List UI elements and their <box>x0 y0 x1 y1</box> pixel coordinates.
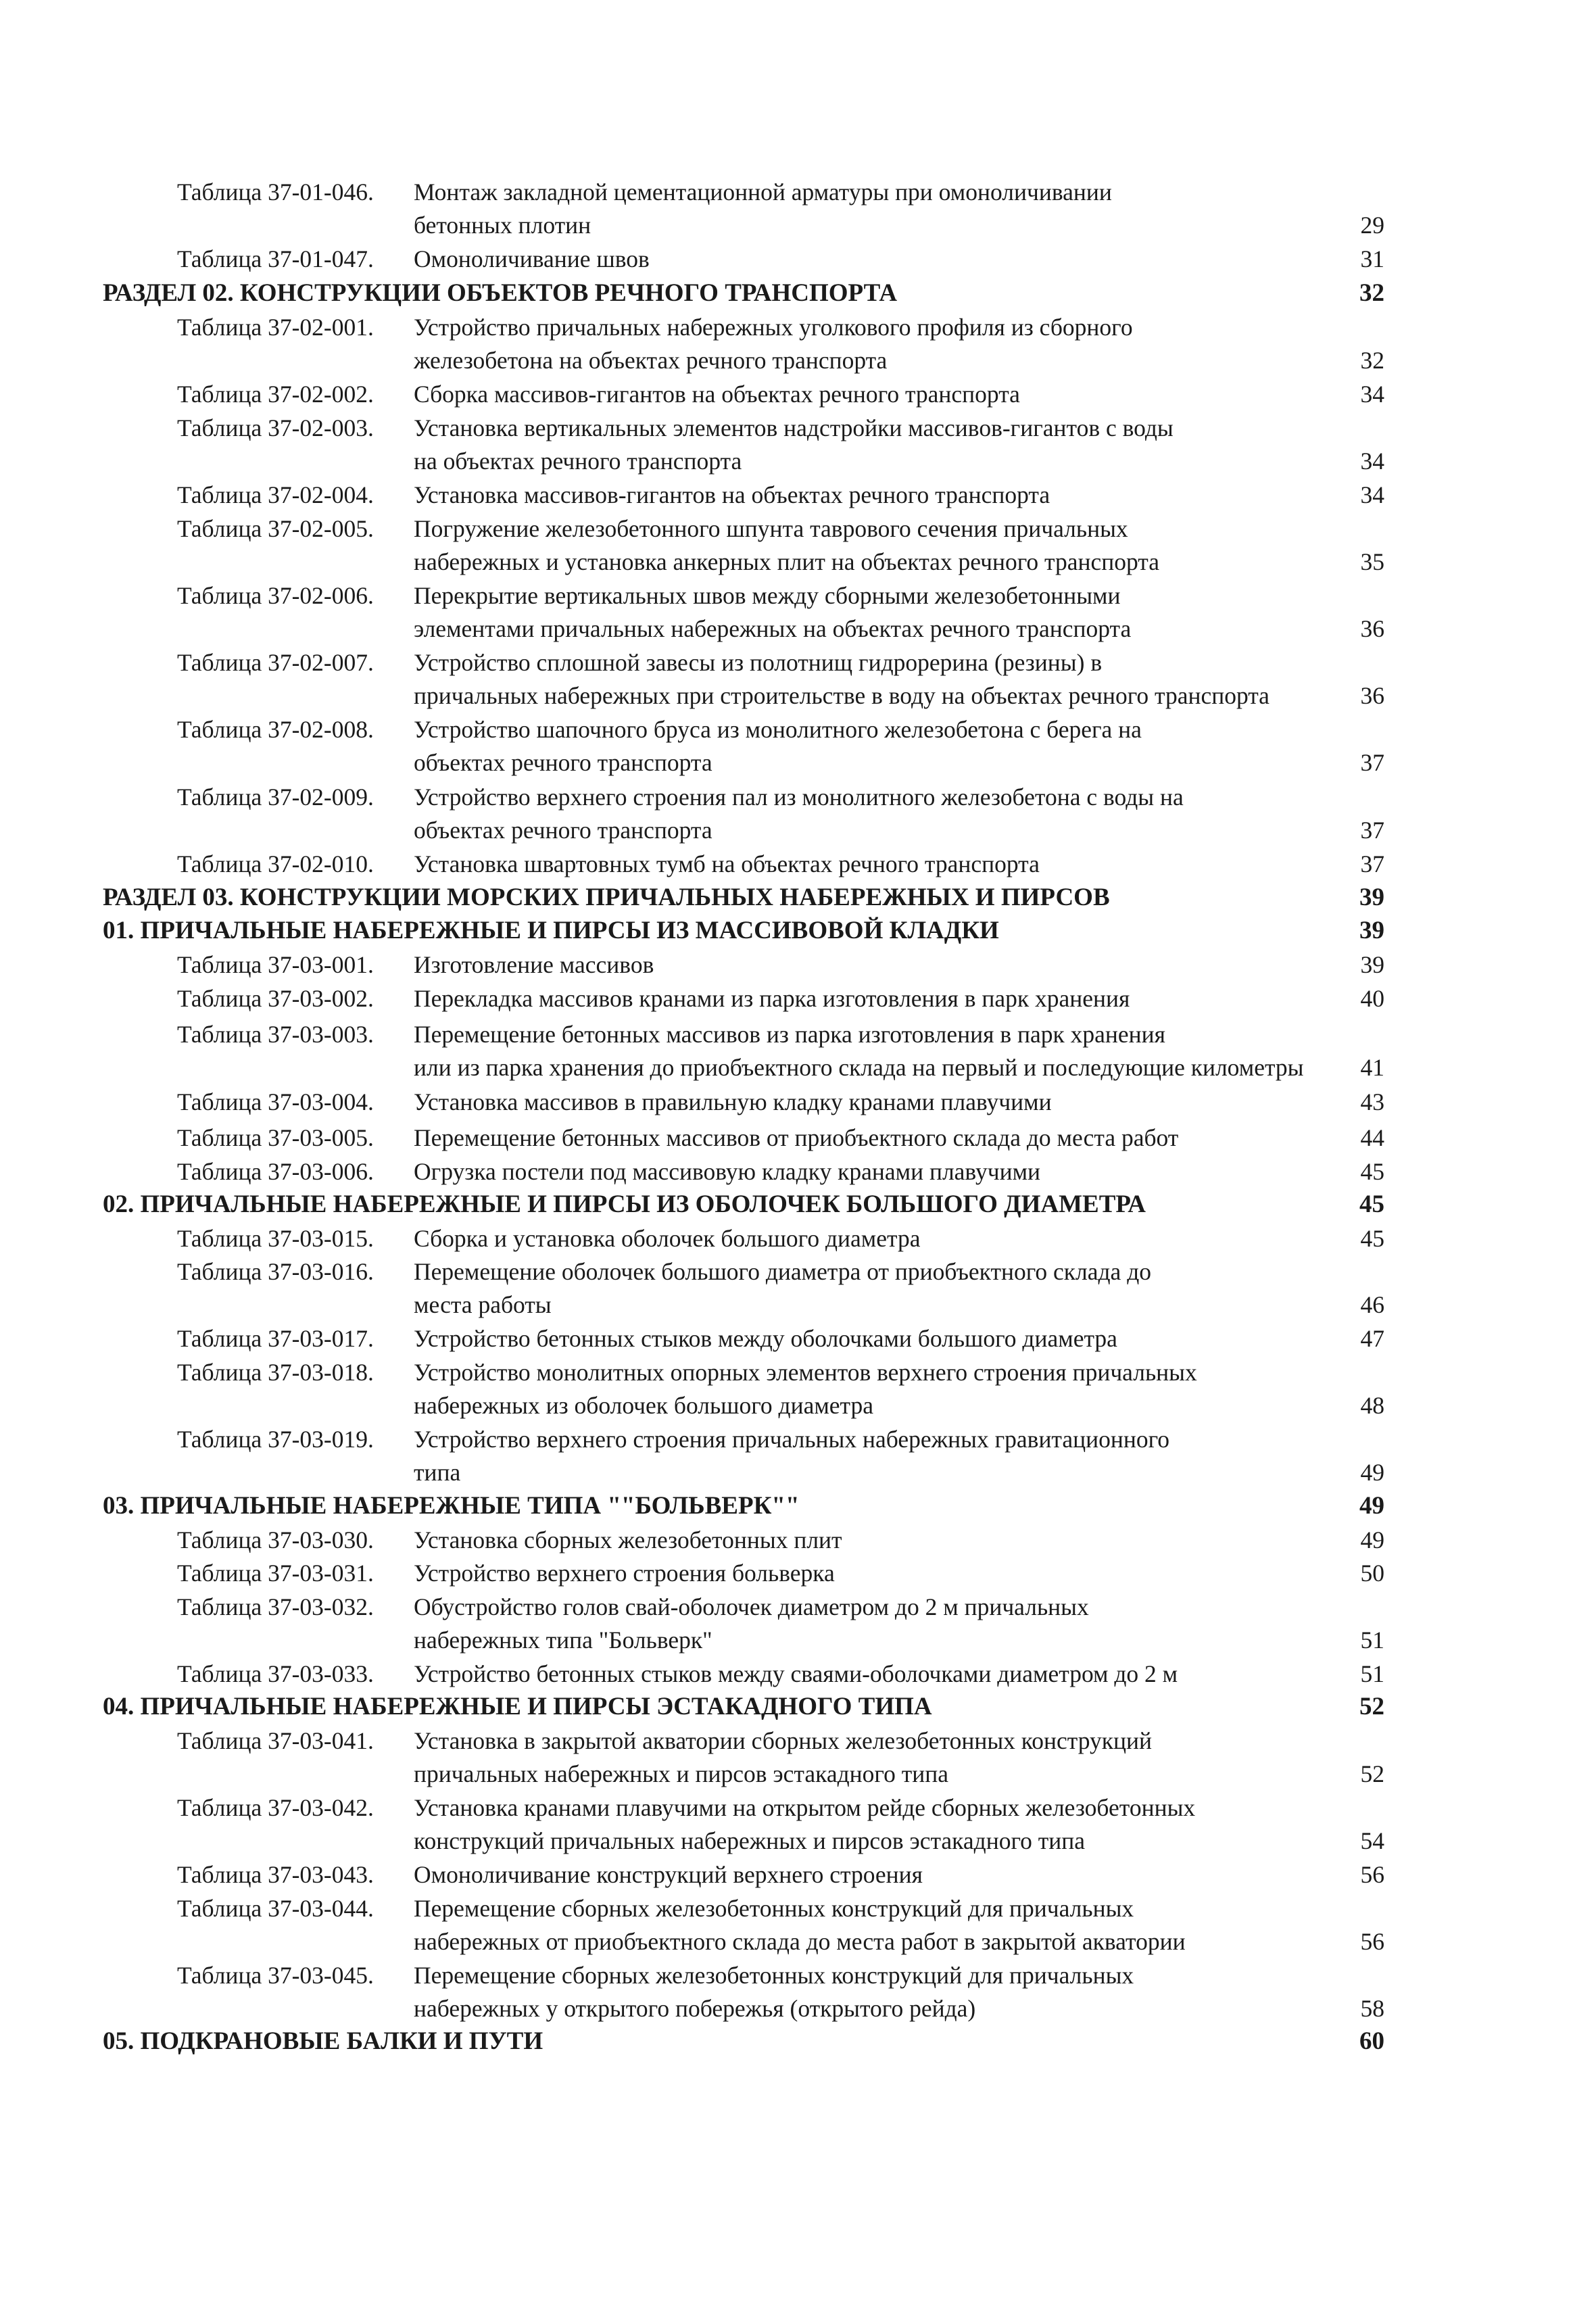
table-code: Таблица 37-03-044. <box>177 1895 374 1922</box>
page-number: 49 <box>1359 1492 1384 1520</box>
page-number: 43 <box>1360 1088 1384 1115</box>
table-title: набережных типа "Больверк" <box>414 1626 712 1654</box>
table-title: Устройство шапочного бруса из монолитного железобетона с берега на <box>414 716 1142 743</box>
table-title: Устройство бетонных стыков между оболочками большого диаметра <box>414 1325 1117 1352</box>
section-title: РАЗДЕЛ 03. КОНСТРУКЦИИ МОРСКИХ ПРИЧАЛЬНЫХ НАБЕРЕЖНЫХ И ПИРСОВ <box>103 884 1110 911</box>
table-title: Установка в закрытой акватории сборных железобетонных конструкций <box>414 1727 1152 1754</box>
table-title: Устройство сплошной завесы из полотнищ гидрорерина (резины) в <box>414 649 1103 676</box>
table-code: Таблица 37-03-015. <box>177 1225 374 1252</box>
page-number: 45 <box>1359 1190 1384 1218</box>
page-number: 50 <box>1360 1560 1384 1587</box>
page-number: 47 <box>1360 1325 1384 1352</box>
table-title: Изготовление массивов <box>414 951 654 978</box>
table-code: Таблица 37-03-001. <box>177 951 374 978</box>
table-title: места работы <box>414 1291 552 1318</box>
page-number: 39 <box>1360 951 1384 978</box>
table-code: Таблица 37-03-005. <box>177 1124 374 1151</box>
page-number: 39 <box>1359 917 1384 944</box>
table-title: Устройство верхнего строения больверка <box>414 1560 835 1587</box>
table-code: Таблица 37-02-006. <box>177 582 374 609</box>
table-code: Таблица 37-03-043. <box>177 1861 374 1888</box>
table-code: Таблица 37-03-033. <box>177 1660 374 1687</box>
table-title: Установка массивов в правильную кладку кранами плавучими <box>414 1088 1052 1115</box>
page-number: 51 <box>1360 1660 1384 1687</box>
table-title: или из парка хранения до приобъектного склада на первый и последующие километры <box>414 1054 1304 1081</box>
page-number: 29 <box>1360 212 1384 239</box>
table-title: Устройство верхнего строения причальных набережных гравитационного <box>414 1426 1170 1453</box>
table-code: Таблица 37-03-045. <box>177 1962 374 1989</box>
table-title: Перемещение сборных железобетонных конструкций для причальных <box>414 1895 1134 1922</box>
page-number: 52 <box>1359 1693 1384 1720</box>
table-code: Таблица 37-03-032. <box>177 1593 374 1620</box>
table-title: Перемещение бетонных массивов из парка изготовления в парк хранения <box>414 1021 1165 1048</box>
page-number: 36 <box>1360 682 1384 709</box>
table-code: Таблица 37-01-047. <box>177 245 374 272</box>
table-title: Перемещение бетонных массивов от приобъектного склада до места работ <box>414 1124 1179 1151</box>
table-code: Таблица 37-02-003. <box>177 414 374 441</box>
section-title: 02. ПРИЧАЛЬНЫЕ НАБЕРЕЖНЫЕ И ПИРСЫ ИЗ ОБОЛОЧЕК БОЛЬШОГО ДИАМЕТРА <box>103 1190 1146 1218</box>
table-title: объектах речного транспорта <box>414 749 712 776</box>
table-title: Устройство монолитных опорных элементов верхнего строения причальных <box>414 1359 1197 1386</box>
page-number: 36 <box>1360 615 1384 642</box>
page-number: 37 <box>1360 817 1384 844</box>
page-number: 35 <box>1360 548 1384 575</box>
table-code: Таблица 37-03-042. <box>177 1794 374 1821</box>
table-title: набережных и установка анкерных плит на объектах речного транспорта <box>414 548 1159 575</box>
page-number: 60 <box>1359 2027 1384 2055</box>
table-code: Таблица 37-02-004. <box>177 481 374 508</box>
page-number: 34 <box>1360 448 1384 475</box>
table-title: Сборка и установка оболочек большого диаметра <box>414 1225 921 1252</box>
table-code: Таблица 37-02-008. <box>177 716 374 743</box>
page-number: 34 <box>1360 481 1384 508</box>
table-code: Таблица 37-03-002. <box>177 985 374 1012</box>
table-title: железобетона на объектах речного транспорта <box>414 347 888 374</box>
page-number: 58 <box>1360 1995 1384 2022</box>
page-number: 37 <box>1360 749 1384 776</box>
table-title: конструкций причальных набережных и пирсов эстакадного типа <box>414 1827 1086 1854</box>
table-title: типа <box>414 1459 461 1486</box>
table-code: Таблица 37-02-007. <box>177 649 374 676</box>
table-title: набережных у открытого побережья (открытого рейда) <box>414 1995 976 2022</box>
table-title: причальных набережных и пирсов эстакадного типа <box>414 1760 948 1787</box>
page-number: 45 <box>1360 1225 1384 1252</box>
section-title: 05. ПОДКРАНОВЫЕ БАЛКИ И ПУТИ <box>103 2027 543 2055</box>
table-title: причальных набережных при строительстве в воду на объектах речного транспорта <box>414 682 1269 709</box>
table-title: Огрузка постели под массивовую кладку кранами плавучими <box>414 1158 1041 1185</box>
page-number: 45 <box>1360 1158 1384 1185</box>
page-number: 51 <box>1360 1626 1384 1654</box>
table-code: Таблица 37-02-009. <box>177 783 374 811</box>
page-number: 41 <box>1360 1054 1384 1081</box>
table-code: Таблица 37-03-006. <box>177 1158 374 1185</box>
table-title: Устройство причальных набережных уголкового профиля из сборного <box>414 314 1133 341</box>
table-code: Таблица 37-03-018. <box>177 1359 374 1386</box>
table-title: Устройство бетонных стыков между сваями-оболочками диаметром до 2 м <box>414 1660 1178 1687</box>
table-title: объектах речного транспорта <box>414 817 712 844</box>
page-number: 49 <box>1360 1459 1384 1486</box>
table-title: Перекладка массивов кранами из парка изготовления в парк хранения <box>414 985 1130 1012</box>
page-number: 44 <box>1360 1124 1384 1151</box>
page-number: 56 <box>1360 1928 1384 1955</box>
page-number: 56 <box>1360 1861 1384 1888</box>
page-number: 46 <box>1360 1291 1384 1318</box>
table-title: Омоноличивание швов <box>414 245 650 272</box>
table-title: Перемещение оболочек большого диаметра от приобъектного склада до <box>414 1258 1152 1285</box>
table-code: Таблица 37-03-030. <box>177 1526 374 1553</box>
section-title: 03. ПРИЧАЛЬНЫЕ НАБЕРЕЖНЫЕ ТИПА ""БОЛЬВЕРК"" <box>103 1492 800 1520</box>
table-title: Перемещение сборных железобетонных конструкций для причальных <box>414 1962 1134 1989</box>
page-number: 34 <box>1360 381 1384 408</box>
table-code: Таблица 37-03-004. <box>177 1088 374 1115</box>
table-title: бетонных плотин <box>414 212 591 239</box>
section-title: РАЗДЕЛ 02. КОНСТРУКЦИИ ОБЪЕКТОВ РЕЧНОГО ТРАНСПОРТА <box>103 279 898 307</box>
page-number: 40 <box>1360 985 1384 1012</box>
table-title: Устройство верхнего строения пал из монолитного железобетона с воды на <box>414 783 1184 811</box>
table-title: Установка массивов-гигантов на объектах речного транспорта <box>414 481 1050 508</box>
table-title: Погружение железобетонного шпунта таврового сечения причальных <box>414 515 1128 542</box>
page-number: 49 <box>1360 1526 1384 1553</box>
page-number: 39 <box>1359 884 1384 911</box>
table-code: Таблица 37-02-005. <box>177 515 374 542</box>
table-title: набережных из оболочек большого диаметра <box>414 1392 874 1419</box>
table-code: Таблица 37-03-016. <box>177 1258 374 1285</box>
page-number: 37 <box>1360 850 1384 877</box>
page-number: 32 <box>1360 347 1384 374</box>
section-title: 04. ПРИЧАЛЬНЫЕ НАБЕРЕЖНЫЕ И ПИРСЫ ЭСТАКАДНОГО ТИПА <box>103 1693 932 1720</box>
table-code: Таблица 37-02-010. <box>177 850 374 877</box>
table-code: Таблица 37-02-001. <box>177 314 374 341</box>
table-title: набережных от приобъектного склада до места работ в закрытой акватории <box>414 1928 1186 1955</box>
page-number: 32 <box>1359 279 1384 307</box>
table-title: Монтаж закладной цементационной арматуры при омоноличивании <box>414 178 1112 206</box>
page-number: 54 <box>1360 1827 1384 1854</box>
table-code: Таблица 37-03-041. <box>177 1727 374 1754</box>
table-title: Установка вертикальных элементов надстройки массивов-гигантов с воды <box>414 414 1174 441</box>
page-number: 31 <box>1360 245 1384 272</box>
table-title: Обустройство голов свай-оболочек диаметром до 2 м причальных <box>414 1593 1089 1620</box>
table-title: Перекрытие вертикальных швов между сборными железобетонными <box>414 582 1121 609</box>
table-title: Омоноличивание конструкций верхнего строения <box>414 1861 923 1888</box>
table-code: Таблица 37-01-046. <box>177 178 374 206</box>
table-title: Установка кранами плавучими на открытом рейде сборных железобетонных <box>414 1794 1196 1821</box>
table-title: Установка сборных железобетонных плит <box>414 1526 842 1553</box>
table-title: элементами причальных набережных на объектах речного транспорта <box>414 615 1132 642</box>
table-code: Таблица 37-03-019. <box>177 1426 374 1453</box>
table-code: Таблица 37-03-003. <box>177 1021 374 1048</box>
table-code: Таблица 37-02-002. <box>177 381 374 408</box>
section-title: 01. ПРИЧАЛЬНЫЕ НАБЕРЕЖНЫЕ И ПИРСЫ ИЗ МАССИВОВОЙ КЛАДКИ <box>103 917 999 944</box>
table-code: Таблица 37-03-017. <box>177 1325 374 1352</box>
page-number: 48 <box>1360 1392 1384 1419</box>
page-number: 52 <box>1360 1760 1384 1787</box>
table-code: Таблица 37-03-031. <box>177 1560 374 1587</box>
table-title: на объектах речного транспорта <box>414 448 742 475</box>
table-title: Установка швартовных тумб на объектах речного транспорта <box>414 850 1040 877</box>
table-title: Сборка массивов-гигантов на объектах речного транспорта <box>414 381 1020 408</box>
